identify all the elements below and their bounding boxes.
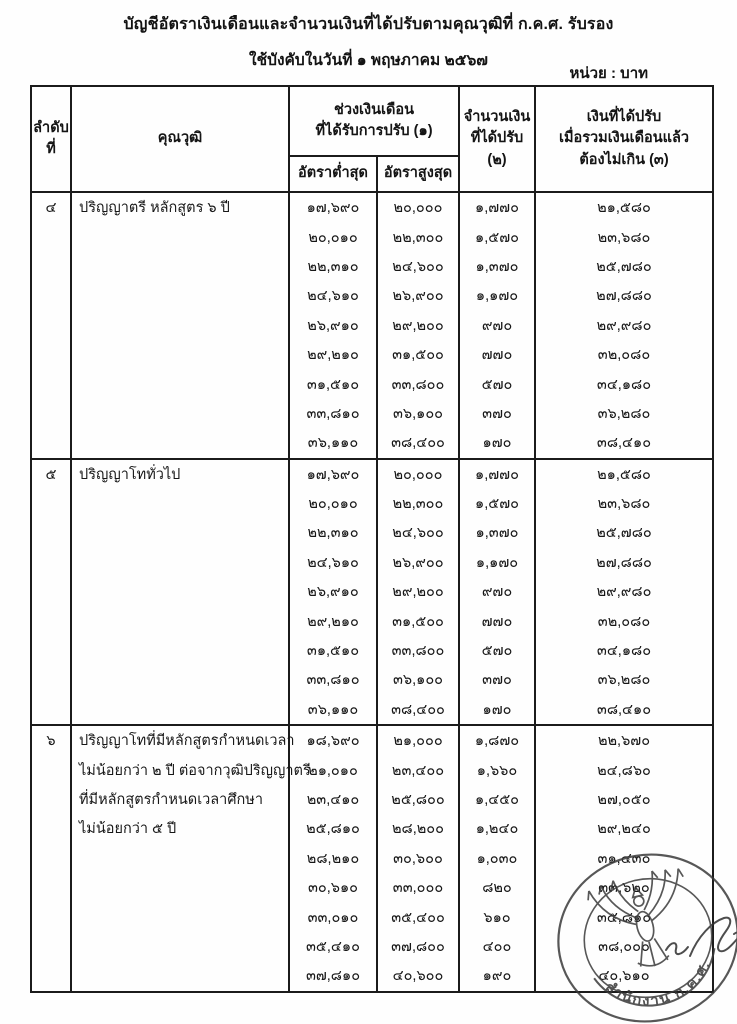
qualification-cell	[71, 725, 311, 992]
adjust-amount-cell	[459, 459, 535, 726]
salary-value: ๓๖,๑๐๐	[392, 405, 444, 422]
salary-value: ๒๒,๓๐๐	[392, 229, 444, 246]
salary-value: ๒๖,๙๑๐	[307, 584, 359, 601]
salary-value: ๑๘,๖๙๐	[306, 733, 360, 750]
salary-value: ๒๕,๗๘๐	[596, 258, 652, 275]
max-rate-cell	[377, 192, 459, 459]
qualification-line: ปริญญาโทที่มีหลักสูตรกำหนดเวลา	[79, 733, 295, 750]
salary-value: ๒๐,๐๑๐	[308, 496, 358, 513]
salary-value: ๒๔,๖๑๐	[307, 554, 359, 571]
cap-amount-cell	[535, 459, 713, 726]
qualification-line: ที่มีหลักสูตรกำหนดเวลาศึกษา	[79, 792, 264, 808]
max-rate-cell	[377, 725, 459, 992]
salary-value: ๓๕,๔๐๐	[391, 909, 445, 926]
salary-value: ๑,๑๗๐	[475, 554, 519, 571]
qualification-line: ปริญญาตรี หลักสูตร ๖ ปี	[79, 200, 230, 217]
header-line: เงินที่ได้ปรับ	[586, 109, 662, 126]
salary-value: ๔๐,๖๐๐	[392, 968, 444, 985]
salary-value: ๒๔,๖๐๐	[392, 258, 444, 275]
min-rate-cell	[289, 192, 377, 459]
header-qualification: คุณวุฒิ	[71, 86, 289, 192]
salary-value: ๒๙,๒๑๐	[307, 347, 359, 364]
salary-value: ๓๘,๔๑๐	[596, 435, 652, 452]
header-line: ต้องไม่เกิน (๓)	[579, 151, 669, 168]
salary-value: ๑๗,๖๙๐	[306, 200, 360, 217]
salary-value: ๔๐๐	[482, 938, 512, 955]
qualification-line: ไม่น้อยกว่า ๒ ปี ต่อจากวุฒิปริญญาตรี	[79, 762, 311, 779]
header-line: ที่ได้ปรับ (๒)	[470, 130, 524, 168]
salary-value: ๓๓,๘๑๐	[306, 405, 360, 422]
salary-value: ๓๖,๒๘๐	[597, 405, 651, 422]
salary-value: ๓๓,๘๐๐	[391, 643, 445, 660]
cap-amount-cell	[535, 725, 713, 992]
salary-value: ๑๗,๖๙๐	[306, 466, 360, 483]
salary-value: ๗๗๐	[481, 613, 513, 630]
salary-value: ๒๓,๖๘๐	[597, 229, 651, 246]
salary-value: ๑,๖๖๐	[476, 762, 518, 779]
adjust-amount-cell	[459, 192, 535, 459]
salary-value: ๒๒,๓๐๐	[392, 496, 444, 513]
salary-value: ๒๖,๙๑๐	[307, 317, 359, 334]
salary-value: ๓๒,๐๘๐	[597, 613, 651, 630]
salary-value: ๓๕,๘๑๐	[596, 909, 652, 926]
header-line: ที่	[46, 141, 56, 157]
qualification-cell	[71, 459, 289, 726]
salary-value: ๓๕,๔๑๐	[306, 938, 360, 955]
salary-value: ๒๘,๒๐๐	[391, 821, 445, 838]
document-title: บัญชีอัตราเงินเดือนและจำนวนเงินที่ได้ปรับตามคุณวุฒิที่ ก.ค.ศ. รับรอง	[123, 16, 614, 33]
salary-value: ๑,๑๗๐	[475, 288, 519, 305]
table-body	[31, 192, 713, 992]
salary-value: ๓๑,๕๐๐	[392, 613, 444, 630]
salary-value: ๑,๐๓๐	[476, 850, 518, 867]
salary-value: ๓๖,๒๘๐	[597, 672, 651, 689]
salary-value: ๒๐,๐๐๐	[393, 200, 443, 217]
salary-value: ๒๓,๔๑๐	[306, 792, 360, 808]
salary-value: ๓๖,๑๑๐	[307, 701, 359, 718]
salary-value: ๑,๗๗๐	[475, 466, 519, 483]
salary-value: ๓๖,๑๑๐	[307, 435, 359, 452]
salary-value: ๒๙,๒๐๐	[392, 317, 444, 334]
salary-value: ๒๑,๕๘๐	[597, 200, 651, 217]
salary-table	[30, 85, 714, 993]
salary-value: ๒๔,๖๐๐	[392, 525, 444, 542]
section-index-cell	[31, 192, 71, 459]
salary-value: ๑,๒๔๐	[475, 821, 519, 838]
salary-value: ๒๐,๐๐๐	[393, 466, 443, 483]
header-adjust-amount	[459, 86, 535, 192]
salary-value: ๘๒๐	[482, 880, 512, 897]
salary-value: ๓๒,๐๘๐	[597, 347, 651, 364]
salary-value: ๓๐,๖๑๐	[307, 880, 359, 897]
salary-value: ๓๘,๔๐๐	[391, 435, 445, 452]
salary-value: ๓๘,๔๑๐	[596, 701, 652, 718]
salary-value: ๓๗,๘๑๐	[305, 968, 361, 985]
qualification-line: ปริญญาโททั่วไป	[79, 466, 181, 483]
salary-value: ๒๗,๘๘๐	[596, 554, 652, 571]
salary-value: ๑,๔๕๐	[474, 792, 520, 808]
salary-value: ๒๖,๙๐๐	[392, 288, 444, 305]
salary-value: ๓๐,๖๐๐	[393, 850, 443, 867]
salary-value: ๔๐,๖๑๐	[598, 968, 650, 985]
salary-value: ๓๑,๕๑๐	[306, 643, 360, 660]
header-min-rate: อัตราต่ำสุด	[289, 156, 377, 192]
salary-value: ๓๖,๑๐๐	[392, 672, 444, 689]
salary-value: ๒๔,๖๑๐	[307, 288, 359, 305]
header-salary-range	[289, 86, 459, 156]
salary-value: ๓๑,๕๑๐	[306, 376, 360, 393]
header-line: เมื่อรวมเงินเดือนแล้ว	[558, 130, 690, 147]
salary-value: ๒๙,๙๘๐	[596, 317, 652, 334]
salary-value: ๓๓,๐๐๐	[392, 880, 444, 897]
min-rate-cell	[289, 459, 377, 726]
max-rate-cell	[377, 459, 459, 726]
salary-value: ๑,๓๗๐	[475, 258, 519, 275]
salary-value: ๓๗๐	[482, 405, 512, 422]
header-line: ลำดับ	[33, 119, 69, 136]
salary-value: ๓๘,๔๐๐	[391, 701, 445, 718]
salary-value: ๕๗๐	[481, 376, 513, 393]
document-subtitle: ใช้บังคับในวันที่ ๑ พฤษภาคม ๒๕๖๗	[249, 52, 488, 69]
salary-value: ๒๙,๒๑๐	[307, 613, 359, 630]
section-index: ๕	[45, 466, 57, 483]
header-line: ที่ได้รับการปรับ (๑)	[315, 123, 433, 139]
header-line: จำนวนเงิน	[463, 109, 531, 126]
salary-value: ๒๕,๗๘๐	[596, 525, 652, 542]
salary-value: ๒๗,๐๕๐	[597, 792, 651, 808]
unit-label: หน่วย : บาท	[569, 65, 648, 82]
salary-value: ๒๖,๙๐๐	[392, 554, 444, 571]
qualification-line: ไม่น้อยกว่า ๕ ปี	[79, 821, 177, 838]
salary-value: ๗๗๐	[481, 347, 513, 364]
stamp-text: สำนักงาน ก.ค.ศ.	[601, 957, 715, 1010]
salary-value: ๑๗๐	[482, 435, 512, 452]
salary-value: ๑,๘๗๐	[474, 733, 520, 750]
salary-value: ๒๒,๓๑๐	[307, 258, 359, 275]
salary-value: ๓๗๐	[482, 672, 512, 689]
table-row	[31, 192, 713, 459]
salary-value: ๓๘,๐๐๐	[598, 938, 650, 955]
header-line: ช่วงเงินเดือน	[333, 101, 414, 118]
salary-value: ๑,๗๗๐	[475, 200, 519, 217]
salary-value: ๒๕,๘๑๐	[306, 821, 360, 838]
table-row	[31, 459, 713, 726]
salary-value: ๖๑๐	[483, 909, 511, 926]
salary-value: ๓๔,๑๘๐	[596, 376, 652, 393]
salary-value: ๑,๓๗๐	[475, 525, 519, 542]
salary-value: ๓๓,๘๐๐	[391, 376, 445, 393]
salary-value: ๒๘,๒๑๐	[306, 850, 360, 867]
salary-value: ๒๙,๙๘๐	[596, 584, 652, 601]
salary-value: ๓๗,๘๐๐	[391, 938, 445, 955]
salary-value: ๓๑,๔๓๐	[597, 850, 651, 867]
salary-value: ๒๓,๔๐๐	[391, 762, 445, 779]
adjust-amount-cell	[459, 725, 535, 992]
salary-value: ๙๗๐	[481, 584, 513, 601]
header-index	[31, 86, 71, 192]
salary-value: ๕๗๐	[481, 643, 513, 660]
salary-value: ๒๑,๕๘๐	[597, 466, 651, 483]
salary-value: ๓๓,๖๒๐	[598, 880, 650, 897]
salary-value: ๑,๕๗๐	[475, 496, 519, 513]
salary-value: ๒๒,๖๗๐	[597, 733, 651, 750]
section-index: ๔	[45, 200, 57, 217]
salary-value: ๙๗๐	[481, 317, 513, 334]
salary-value: ๒๔,๘๖๐	[597, 762, 651, 779]
section-index-cell	[31, 725, 71, 992]
table-row	[31, 725, 713, 992]
table-header	[31, 86, 713, 192]
salary-value: ๒๙,๒๐๐	[392, 584, 444, 601]
salary-value: ๓๓,๘๑๐	[306, 672, 360, 689]
section-index-cell	[31, 459, 71, 726]
salary-value: ๓๓,๐๑๐	[307, 909, 359, 926]
salary-value: ๒๙,๒๔๐	[597, 821, 651, 838]
salary-value: ๒๒,๓๑๐	[307, 525, 359, 542]
salary-value: ๑๙๐	[482, 968, 512, 985]
section-index: ๖	[46, 733, 56, 750]
salary-value: ๒๗,๘๘๐	[596, 288, 652, 305]
salary-value: ๓๑,๕๐๐	[392, 347, 444, 364]
salary-value: ๒๕,๘๐๐	[391, 792, 445, 808]
salary-value: ๒๑,๐๐๐	[393, 733, 443, 750]
salary-value: ๑,๕๗๐	[475, 229, 519, 246]
header-max-rate: อัตราสูงสุด	[377, 156, 459, 192]
qualification-cell	[71, 192, 289, 459]
cap-amount-cell	[535, 192, 713, 459]
salary-value: ๒๑,๐๑๐	[308, 762, 358, 779]
salary-value: ๒๓,๖๘๐	[597, 496, 651, 513]
salary-value: ๓๔,๑๘๐	[596, 643, 652, 660]
salary-value: ๑๗๐	[482, 701, 512, 718]
header-cap	[535, 86, 713, 192]
salary-value: ๒๐,๐๑๐	[308, 229, 358, 246]
